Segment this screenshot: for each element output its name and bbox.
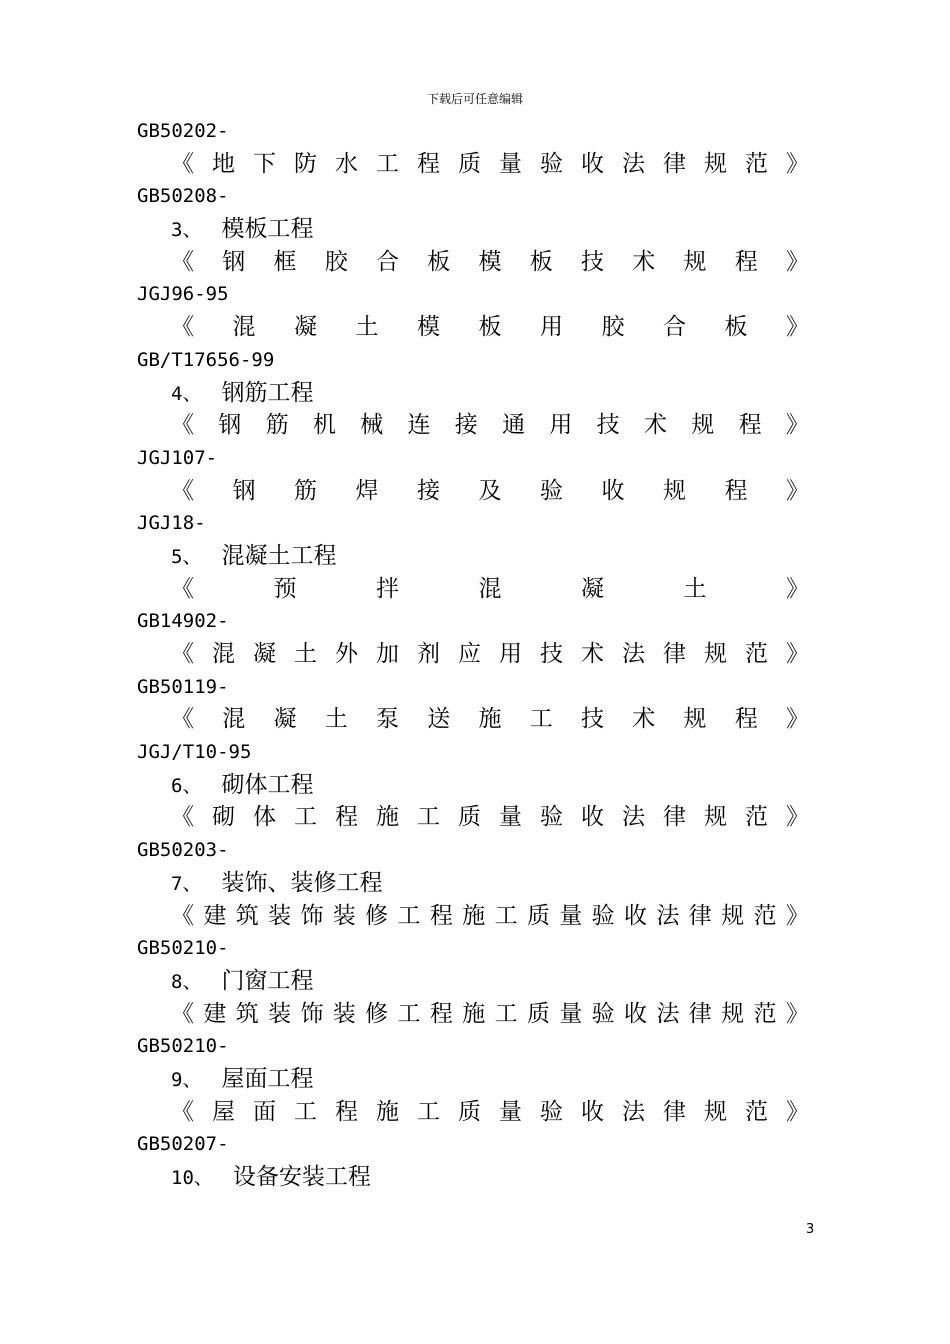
standard-code: GB14902- — [137, 610, 229, 633]
section-heading — [137, 540, 809, 573]
section-title: 设备安装工程 — [232, 1164, 371, 1190]
section-number: 5、 — [171, 545, 202, 568]
section-number: 8、 — [171, 970, 202, 993]
standard-code: GB50210- — [137, 1035, 229, 1058]
page-header: 下载后可任意编辑 — [426, 92, 523, 106]
section-number: 9、 — [171, 1068, 202, 1091]
standard-code: GB50119- — [137, 675, 229, 698]
standard-title: 《 钢 筋 机 械 连 接 通 用 技 术 规 程 》 — [171, 412, 809, 439]
standard-title: 《 屋 面 工 程 施 工 质 量 验 收 法 律 规 范 》 — [171, 1098, 809, 1125]
section-heading — [137, 965, 809, 998]
section-heading — [137, 1063, 809, 1096]
section-title: 钢筋工程 — [221, 379, 314, 406]
section-title: 门窗工程 — [221, 967, 314, 994]
standard-title: 《 预 拌 混 凝 土 》 — [171, 575, 809, 602]
section-heading — [137, 1161, 809, 1194]
standard-title: 《 建 筑 装 饰 装 修 工 程 施 工 质 量 验 收 法 律 规 范 》 — [171, 1000, 809, 1027]
standard-title: 《 地 下 防 水 工 程 质 量 验 收 法 律 规 范 》 — [171, 150, 809, 177]
standard-code: JGJ18- — [137, 512, 206, 535]
section-title: 屋面工程 — [221, 1065, 314, 1092]
standard-code: GB50202- — [137, 120, 229, 142]
section-title: 模板工程 — [221, 216, 314, 243]
standard-title: 《 混 凝 土 泵 送 施 工 技 术 规 程 》 — [171, 706, 809, 733]
standard-title: 《 砌 体 工 程 施 工 质 量 验 收 法 律 规 范 》 — [171, 804, 809, 831]
standard-code: GB/T17656-99 — [137, 348, 275, 371]
section-number: 3、 — [171, 219, 202, 242]
section-number: 4、 — [171, 382, 202, 405]
page-number: 3 — [806, 1222, 815, 1237]
section-title: 混凝土工程 — [221, 542, 337, 569]
standard-title: 《 混 凝 土 模 板 用 胶 合 板 》 — [171, 314, 809, 341]
section-heading — [137, 867, 809, 900]
standard-code: GB50208- — [137, 185, 229, 208]
section-heading — [137, 769, 809, 802]
standard-code: GB50203- — [137, 839, 229, 862]
standard-code: JGJ96-95 — [137, 283, 229, 306]
standard-title: 《 混 凝 土 外 加 剂 应 用 技 术 法 律 规 范 》 — [171, 641, 809, 667]
section-title: 砌体工程 — [221, 771, 314, 798]
standard-title: 《 建 筑 装 饰 装 修 工 程 施 工 质 量 验 收 法 律 规 范 》 — [171, 902, 809, 929]
standard-title: 《 钢 筋 焊 接 及 验 收 规 程 》 — [171, 477, 809, 504]
section-heading — [137, 377, 809, 410]
standard-code: JGJ107- — [137, 446, 218, 469]
section-title: 装饰、装修工程 — [221, 869, 383, 896]
standard-code: GB50210- — [137, 937, 229, 960]
section-number: 7、 — [171, 872, 202, 895]
standard-code: GB50207- — [137, 1133, 229, 1156]
section-number: 6、 — [171, 774, 202, 797]
document-body — [137, 115, 809, 1194]
standard-code: JGJ/T10-95 — [137, 741, 252, 764]
section-heading — [137, 213, 809, 246]
standard-title: 《 钢 框 胶 合 板 模 板 技 术 规 程 》 — [171, 248, 809, 275]
section-number: 10、 — [171, 1167, 213, 1189]
